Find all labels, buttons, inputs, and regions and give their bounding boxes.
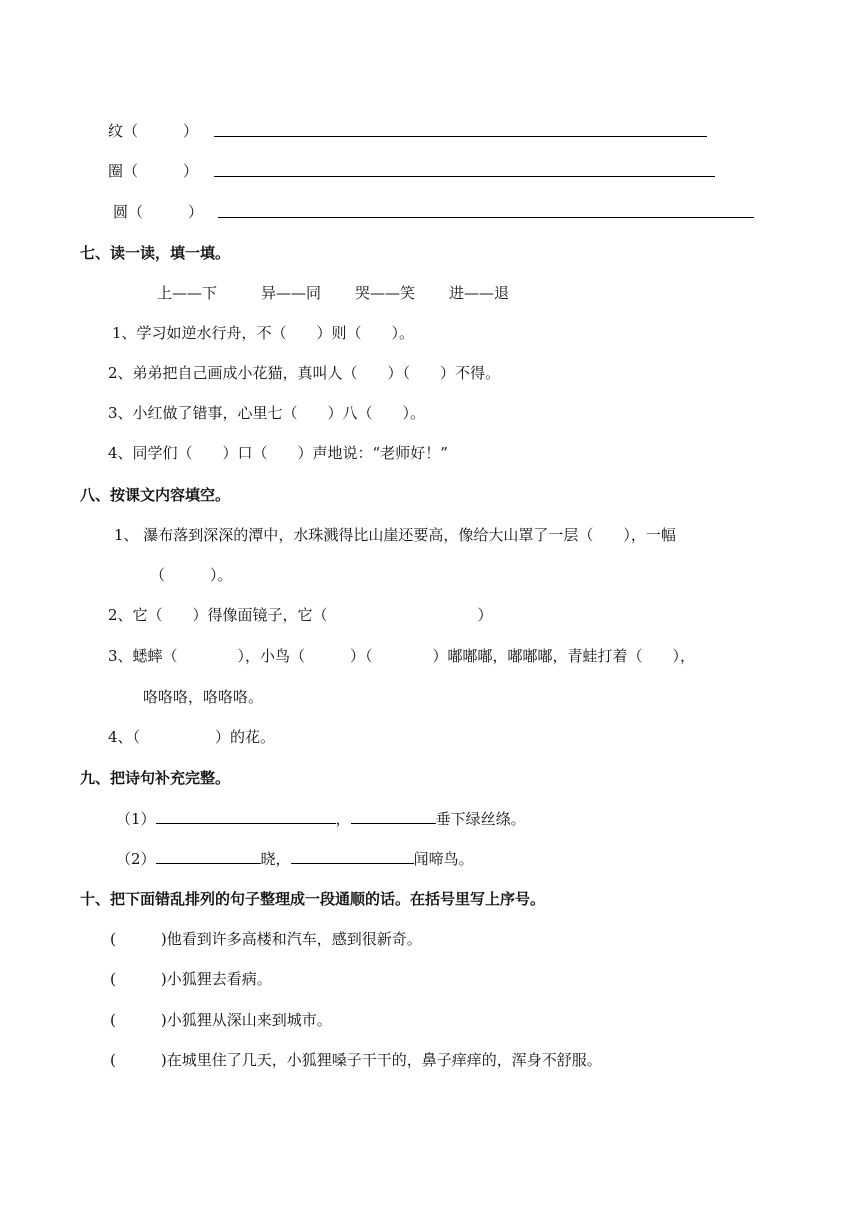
section-heading-10: 十、把下面错乱排列的句子整理成一段通顺的话。在括号里写上序号。 [80, 890, 546, 908]
poem-mid: 晓， [260, 850, 291, 868]
word-char: 圆 [113, 203, 129, 221]
question-8-1: 1、 瀑布落到深深的潭中，水珠溅得比山崖还要高，像给大山罩了一层（ ），一幅 [114, 526, 676, 544]
poem-line-2 [116, 848, 474, 869]
poem-blank[interactable] [156, 808, 336, 824]
question-8-4: 4、（ ）的花。 [108, 728, 276, 746]
order-paren[interactable]: ( ) [110, 1011, 167, 1029]
question-8-3: 3、蟋蟀（ ），小鸟（ ）（ ）嘟嘟嘟，嘟嘟嘟，青蛙打着（ ）， [108, 647, 696, 665]
word-char: 纹 [108, 122, 124, 140]
order-paren[interactable]: ( ) [110, 970, 167, 988]
poem-blank[interactable] [291, 848, 414, 864]
poem-label: （1） [116, 810, 156, 828]
word-row-quan [108, 161, 198, 181]
question-7-3: 3、小红做了错事，心里七（ ）八（ ）。 [108, 404, 426, 422]
poem-end: 垂下绿丝绦。 [435, 810, 526, 828]
poem-blank[interactable] [156, 848, 261, 864]
question-7-2: 2、弟弟把自己画成小花猫，真叫人（ ）（ ）不得。 [108, 364, 501, 382]
question-8-1-cont: （ ）。 [150, 566, 233, 584]
word-row-wen [108, 121, 198, 141]
word-paren: （ ） [123, 162, 199, 180]
pair: 上——下 [157, 284, 218, 302]
question-8-3-cont: 咯咯咯，咯咯咯。 [143, 688, 264, 706]
word-char: 圈 [108, 162, 124, 180]
antonym-pairs [157, 283, 509, 303]
poem-line-1 [116, 808, 526, 829]
section-heading-7: 七、读一读，填一填。 [80, 244, 231, 262]
word-row-yuan [113, 202, 203, 222]
question-7-1: 1、学习如逆水行舟，不（ ）则（ ）。 [112, 324, 415, 342]
order-item [110, 1010, 332, 1030]
order-item [110, 1050, 602, 1070]
poem-sep: ， [335, 810, 351, 828]
question-7-4: 4、同学们（ ）口（ ）声地说：“老师好！” [108, 444, 448, 462]
pair: 进——退 [449, 284, 510, 302]
answer-blank[interactable] [214, 121, 707, 137]
word-paren: （ ） [128, 203, 204, 221]
poem-label: （2） [116, 850, 156, 868]
order-text: 在城里住了几天，小狐狸嗓子干干的，鼻子痒痒的，浑身不舒服。 [166, 1051, 602, 1069]
order-text: 他看到许多高楼和汽车，感到很新奇。 [166, 930, 422, 948]
answer-blank[interactable] [214, 161, 715, 177]
section-heading-8: 八、按课文内容填空。 [80, 486, 231, 504]
pair: 异——同 [261, 284, 322, 302]
answer-blank[interactable] [218, 202, 754, 218]
poem-blank[interactable] [351, 808, 436, 824]
order-paren[interactable]: ( ) [110, 1051, 167, 1069]
order-paren[interactable]: ( ) [110, 930, 167, 948]
order-item [110, 969, 272, 989]
order-text: 小狐狸去看病。 [166, 970, 272, 988]
order-item [110, 929, 422, 949]
order-text: 小狐狸从深山来到城市。 [166, 1011, 332, 1029]
word-paren: （ ） [123, 122, 199, 140]
question-8-2: 2、它（ ）得像面镜子，它（ ） [108, 606, 493, 624]
section-heading-9: 九、把诗句补充完整。 [80, 769, 231, 787]
poem-end: 闻啼鸟。 [413, 850, 474, 868]
pair: 哭——笑 [355, 284, 416, 302]
